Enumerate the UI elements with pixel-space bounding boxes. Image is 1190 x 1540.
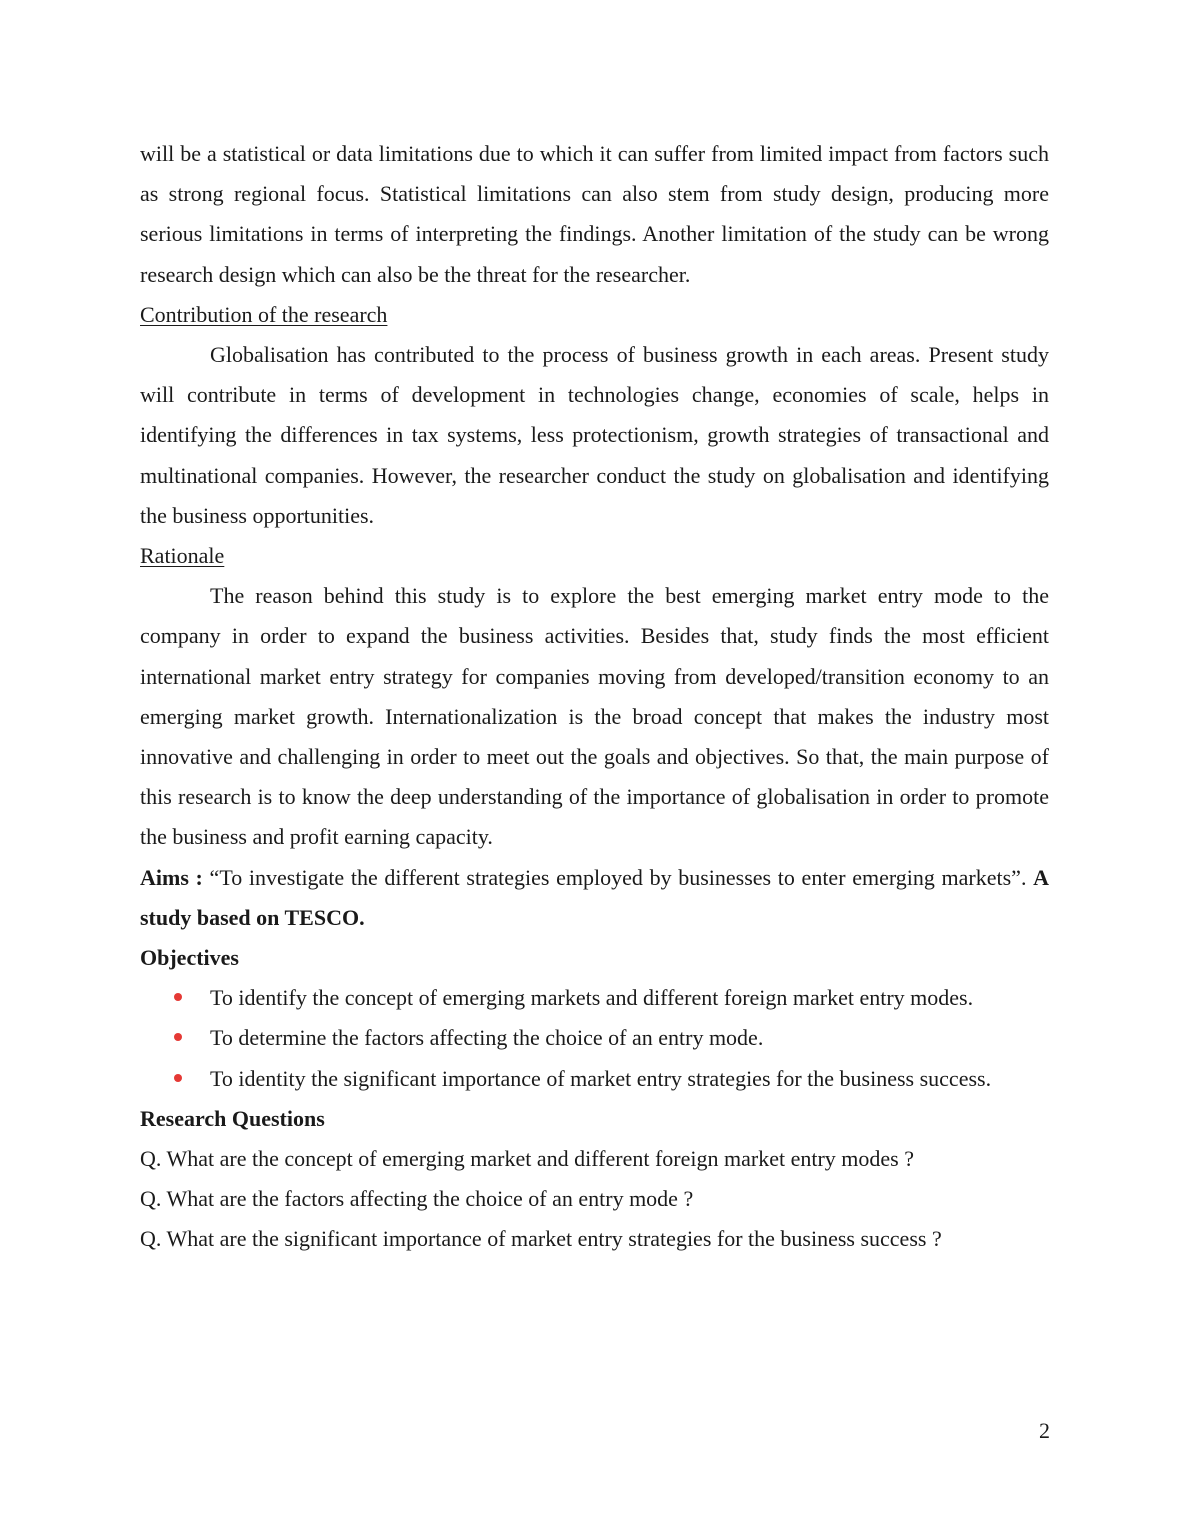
aims-emphasis: A study based on TESCO.: [140, 864, 1050, 930]
aims-text: “To investigate the different strategies employed by businesses to enter emerging markets”.: [202, 864, 1034, 890]
objectives-list: [140, 978, 1049, 1099]
research-question: Q. What are the concept of emerging market and different foreign market entry modes ?: [140, 1146, 914, 1172]
aims-label: Aims :: [140, 864, 203, 890]
objective-text: To determine the factors affecting the choice of an entry mode.: [210, 1025, 764, 1051]
objective-item: [140, 1018, 1049, 1058]
contribution-heading: Contribution of the research: [140, 301, 388, 327]
intro-paragraph: will be a statistical or data limitations due to which it can suffer from limited impact from factors such as strong regional focus. Statistical limitations can also stem from study design, producing more serious limitations in terms of interpreting the findings. Another limitation of the study can be wrong research design which can also be the threat for the researcher.: [140, 141, 1049, 287]
bullet-dot-icon: [174, 1033, 182, 1041]
page-body: [140, 134, 1049, 1260]
objective-item: [140, 978, 1049, 1018]
aims-paragraph: [140, 858, 1049, 938]
bullet-dot-icon: [174, 1074, 182, 1082]
research-questions-heading: Research Questions: [140, 1105, 325, 1131]
bullet-dot-icon: [174, 993, 182, 1001]
page-number: 2: [1039, 1418, 1050, 1443]
objectives-heading: Objectives: [140, 945, 239, 971]
research-question: Q. What are the significant importance of market entry strategies for the business success ?: [140, 1226, 942, 1252]
rationale-paragraph: The reason behind this study is to explore the best emerging market entry mode to the company in order to expand the business activities. Besides that, study finds the most efficient international market entry strategy for companies moving from developed/transition economy to an emerging market growth. Internationalization is the broad concept that makes the industry most innovative and challenging in order to meet out the goals and objectives. So that, the main purpose of this research is to know the deep understanding of the importance of globalisation in order to promote the business and profit earning capacity.: [140, 583, 1049, 850]
objective-item: [140, 1059, 1049, 1099]
contribution-paragraph: Globalisation has contributed to the process of business growth in each areas. Present study will contribute in terms of development in technologies change, economies of scale, helps in identifying the differences in tax systems, less protectionism, growth strategies of transactional and multinational companies. However, the researcher conduct the study on globalisation and identifying the business opportunities.: [140, 342, 1049, 528]
objective-text: To identity the significant importance of market entry strategies for the business success.: [210, 1065, 992, 1091]
rationale-heading: Rationale: [140, 543, 225, 569]
objective-text: To identify the concept of emerging markets and different foreign market entry modes.: [210, 985, 974, 1011]
research-question: Q. What are the factors affecting the choice of an entry mode ?: [140, 1186, 694, 1212]
